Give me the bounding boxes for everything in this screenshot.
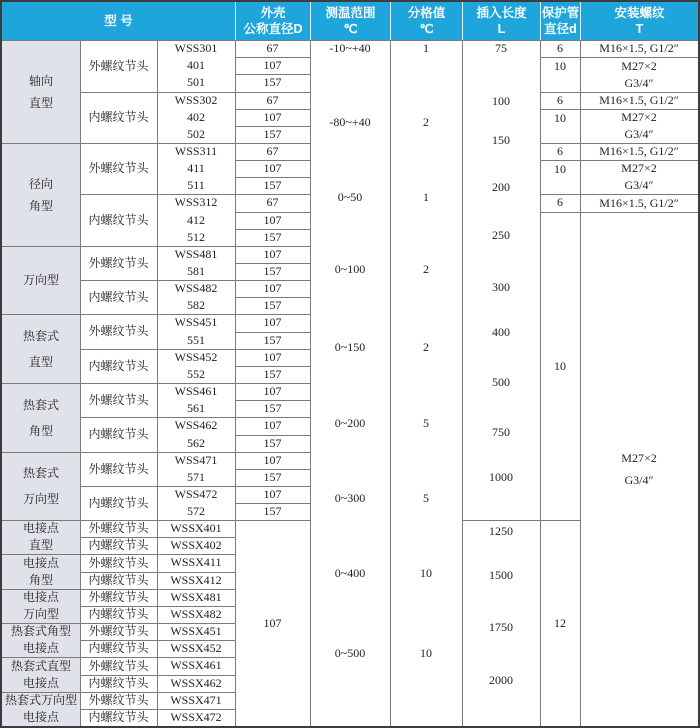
thread-line: G3/4″ [624,473,654,487]
tube-diameter: 10 [554,162,566,176]
thread-line: M27×2 [621,58,657,73]
model-cell: WSS301 [174,41,218,55]
model-cell: WSSX402 [170,538,222,552]
joint-label: 外螺纹节头 [88,624,149,638]
thread-spec: M16×1.5, G1/2″ [599,41,679,55]
shell-diameter-cell: 107 [263,110,282,124]
joint-label: 内螺纹节头 [88,289,149,304]
col-header-line: 公称直径D [243,22,303,36]
model-cell: WSSX481 [170,590,222,604]
division-value: 2 [423,115,429,129]
model-cell: WSS452 [174,350,218,364]
model-cell: 501 [187,75,205,89]
model-cell: WSS461 [174,384,218,398]
type-line: 角型 [28,423,53,438]
col-header-temp-range [310,2,390,40]
joint-label: 内螺纹节头 [88,573,149,587]
model-cell: WSS311 [174,144,218,158]
joint-label: 内螺纹节头 [88,676,149,690]
temp-range: 0~300 [334,491,366,505]
temp-range: 0~500 [334,646,366,660]
type-label [2,589,80,623]
shell-diameter-cell: 107 [263,315,282,329]
division-value: 10 [420,566,432,580]
type-label [2,452,80,520]
type-line: 万向型 [22,607,59,621]
tube-diameter: 6 [557,144,563,158]
joint-label: 内螺纹节头 [88,607,149,621]
joint-label: 内螺纹节头 [88,641,149,655]
model-cell: 411 [187,161,205,175]
model-cell: WSSX462 [170,676,222,690]
type-line: 直型 [28,538,53,552]
tube-diameter: 6 [557,41,563,55]
type-line: 直型 [28,95,53,110]
division-value: 1 [423,41,429,55]
length-value: 200 [492,180,510,194]
joint-label: 外螺纹节头 [88,590,149,604]
type-line: 电接点 [22,675,59,690]
type-label [2,314,80,383]
col-header-division-value [390,2,462,40]
length-value: 500 [492,375,510,389]
shell-diameter-cell: 107 [263,384,282,398]
shell-diameter-cell: 157 [263,504,282,518]
joint-label: 外螺纹节头 [88,521,149,535]
shell-diameter-cell: 157 [263,436,282,450]
division-value: 5 [423,491,429,505]
shell-diameter-cell: 67 [266,195,279,209]
thread-spec [580,109,698,143]
joint-label: 外螺纹节头 [88,555,149,570]
model-cell: WSSX451 [170,624,222,638]
type-line: 热套式 [22,397,59,412]
col-header-mount-thread [580,2,698,40]
shell-diameter-cell: 107 [263,247,282,261]
type-line: 电接点 [22,590,59,604]
col-header-shell-diameter [235,2,310,40]
type-line: 直型 [28,354,53,369]
model-cell: WSS481 [174,247,218,261]
col-header-line: 安装螺纹 [614,6,665,20]
model-cell: 412 [187,213,205,227]
model-cell: 562 [187,436,205,450]
thread-line: G3/4″ [624,178,654,192]
length-value: 400 [492,325,510,339]
col-header-line: 外壳 [260,6,286,20]
thread-spec: M16×1.5, G1/2″ [599,195,679,210]
temp-range: 0~400 [334,566,366,580]
thread-line: G3/4″ [624,75,654,90]
type-label [2,520,80,554]
model-cell: 511 [187,178,205,192]
division-value: 10 [420,646,432,660]
model-cell: WSSX401 [170,521,222,535]
shell-diameter-cell: 157 [263,333,282,347]
model-cell: WSSX412 [170,573,222,587]
shell-diameter-cell: 107 [263,418,282,432]
shell-diameter-cell: 107 [263,161,282,175]
division-value: 1 [423,190,429,204]
temp-range: -80~+40 [329,115,371,129]
joint-label: 外螺纹节头 [88,324,149,338]
joint-label: 外螺纹节头 [88,255,149,270]
thread-spec: M16×1.5, G1/2″ [599,144,679,158]
length-value: 1000 [489,470,513,484]
model-cell: 402 [187,110,205,124]
division-value: 2 [423,340,429,354]
col-header-line: L [497,22,506,36]
shell-diameter-cell: 157 [263,264,282,278]
model-cell: WSS302 [174,93,218,107]
model-cell: 551 [187,333,205,347]
type-line: 热套式 [22,328,59,343]
type-label [2,554,80,589]
type-label [2,40,80,143]
type-line: 径向 [28,176,53,191]
length-value: 1500 [489,568,513,582]
thread-line: M27×2 [621,161,657,175]
col-header-line: ℃ [419,22,434,36]
joint-label: 外螺纹节头 [88,58,149,73]
model-cell: WSS462 [174,418,218,432]
temp-range: 0~50 [337,190,363,204]
type-line: 电接点 [22,555,59,570]
shell-diameter-cell: 107 [263,58,282,72]
tube-diameter: 12 [554,615,566,630]
joint-label: 内螺纹节头 [88,538,149,552]
joint-label: 内螺纹节头 [88,710,149,724]
type-label [2,143,80,246]
shell-diameter-cell: 67 [266,144,279,158]
type-line: 热套式万向型 [4,693,77,707]
model-cell: 512 [187,230,205,244]
col-header-model-label: 型 号 [104,14,133,28]
type-label [2,692,80,726]
joint-label: 外螺纹节头 [88,161,149,175]
col-header-line: 测温范围 [325,6,376,20]
tube-diameter: 10 [554,111,566,125]
temp-range: -10~+40 [329,41,371,55]
length-value: 2000 [489,673,513,687]
shell-diameter-merged-cell: 107 [263,615,282,630]
temp-range: 0~100 [334,262,366,276]
shell-diameter-cell: 157 [263,230,282,244]
grid-line [310,40,311,726]
model-cell: 581 [187,264,205,278]
model-cell: WSSX482 [170,607,222,621]
division-value: 2 [423,262,429,276]
length-value: 750 [492,425,510,439]
model-cell: 571 [187,470,205,484]
model-cell: WSSX452 [170,641,222,655]
thread-line: M27×2 [621,110,657,124]
col-header-model [2,2,235,40]
type-line: 万向型 [22,272,59,287]
joint-label: 外螺纹节头 [88,693,149,707]
type-line: 热套式 [22,466,59,480]
model-cell: WSSX471 [170,693,222,707]
thread-spec-merged [580,212,698,726]
shell-diameter-cell: 107 [263,281,282,295]
joint-label: 内螺纹节头 [88,358,149,373]
thread-spec: M16×1.5, G1/2″ [599,93,679,107]
shell-diameter-cell: 67 [266,41,279,55]
model-cell: WSSX472 [170,710,222,724]
col-header-line: ℃ [343,22,358,36]
shell-diameter-cell: 157 [263,298,282,312]
joint-label: 内螺纹节头 [88,495,149,510]
model-cell: 561 [187,401,205,415]
shell-diameter-cell: 107 [263,453,282,467]
col-header-line: 直径d [544,22,577,36]
type-line: 万向型 [22,492,59,506]
tube-diameter: 10 [554,59,566,73]
type-label [2,246,80,314]
joint-label: 外螺纹节头 [88,461,149,476]
model-cell: WSSX411 [170,555,222,569]
temp-range: 0~150 [334,340,366,354]
tube-diameter: 6 [557,195,563,209]
type-line: 热套式角型 [10,624,71,638]
thread-spec [580,57,698,92]
thread-line: G3/4″ [624,127,654,141]
shell-diameter-cell: 107 [263,487,282,501]
type-line: 电接点 [22,710,59,724]
division-value: 5 [423,416,429,430]
length-value: 250 [492,228,510,242]
joint-label: 外螺纹节头 [88,658,149,673]
shell-diameter-cell: 157 [263,470,282,484]
col-header-line: 插入长度 [476,6,527,20]
model-cell: WSS312 [174,195,218,209]
type-line: 电接点 [22,521,59,535]
model-cell: WSS451 [174,315,218,329]
shell-diameter-cell: 157 [263,367,282,381]
shell-diameter-cell: 67 [266,93,279,107]
shell-diameter-cell: 107 [263,213,282,227]
shell-diameter-cell: 157 [263,75,282,89]
temp-range: 0~200 [334,416,366,430]
length-value: 1750 [489,620,513,634]
model-cell: 401 [187,58,205,72]
type-label [2,657,80,692]
type-line: 热套式直型 [10,658,71,673]
length-value: 75 [495,41,507,55]
thread-line: M27×2 [621,451,657,465]
shell-diameter-cell: 157 [263,127,282,141]
col-header-tube-diameter [540,2,580,40]
model-cell: WSS471 [174,453,218,467]
col-header-line: T [635,22,644,36]
grid-line [390,40,391,726]
type-line: 角型 [28,198,53,213]
joint-label: 内螺纹节头 [88,110,149,124]
type-label [2,623,80,657]
col-header-line: 保护管 [541,6,580,20]
model-cell: WSS482 [174,281,218,295]
model-cell: 572 [187,504,205,518]
joint-label: 内螺纹节头 [88,212,149,227]
model-cell: 552 [187,367,205,381]
thread-spec [580,160,698,194]
model-cell: 582 [187,298,205,312]
type-line: 电接点 [22,641,59,655]
type-line: 轴向 [28,73,53,88]
shell-diameter-cell: 157 [263,178,282,192]
joint-label: 内螺纹节头 [88,427,149,441]
type-line: 角型 [28,572,53,587]
length-value: 1250 [489,524,513,538]
model-cell: WSS472 [174,487,218,501]
shell-diameter-cell: 157 [263,401,282,415]
tube-diameter: 10 [554,358,566,373]
model-cell: WSSX461 [170,658,222,672]
length-value: 300 [492,280,510,294]
model-cell: 502 [187,127,205,141]
tube-diameter: 6 [557,93,563,107]
length-value: 100 [492,94,510,108]
length-value: 150 [492,133,510,147]
joint-label: 外螺纹节头 [88,392,149,407]
type-label [2,383,80,452]
shell-diameter-cell: 107 [263,350,282,364]
col-header-insert-length [462,2,540,40]
col-header-line: 分格值 [407,6,446,20]
